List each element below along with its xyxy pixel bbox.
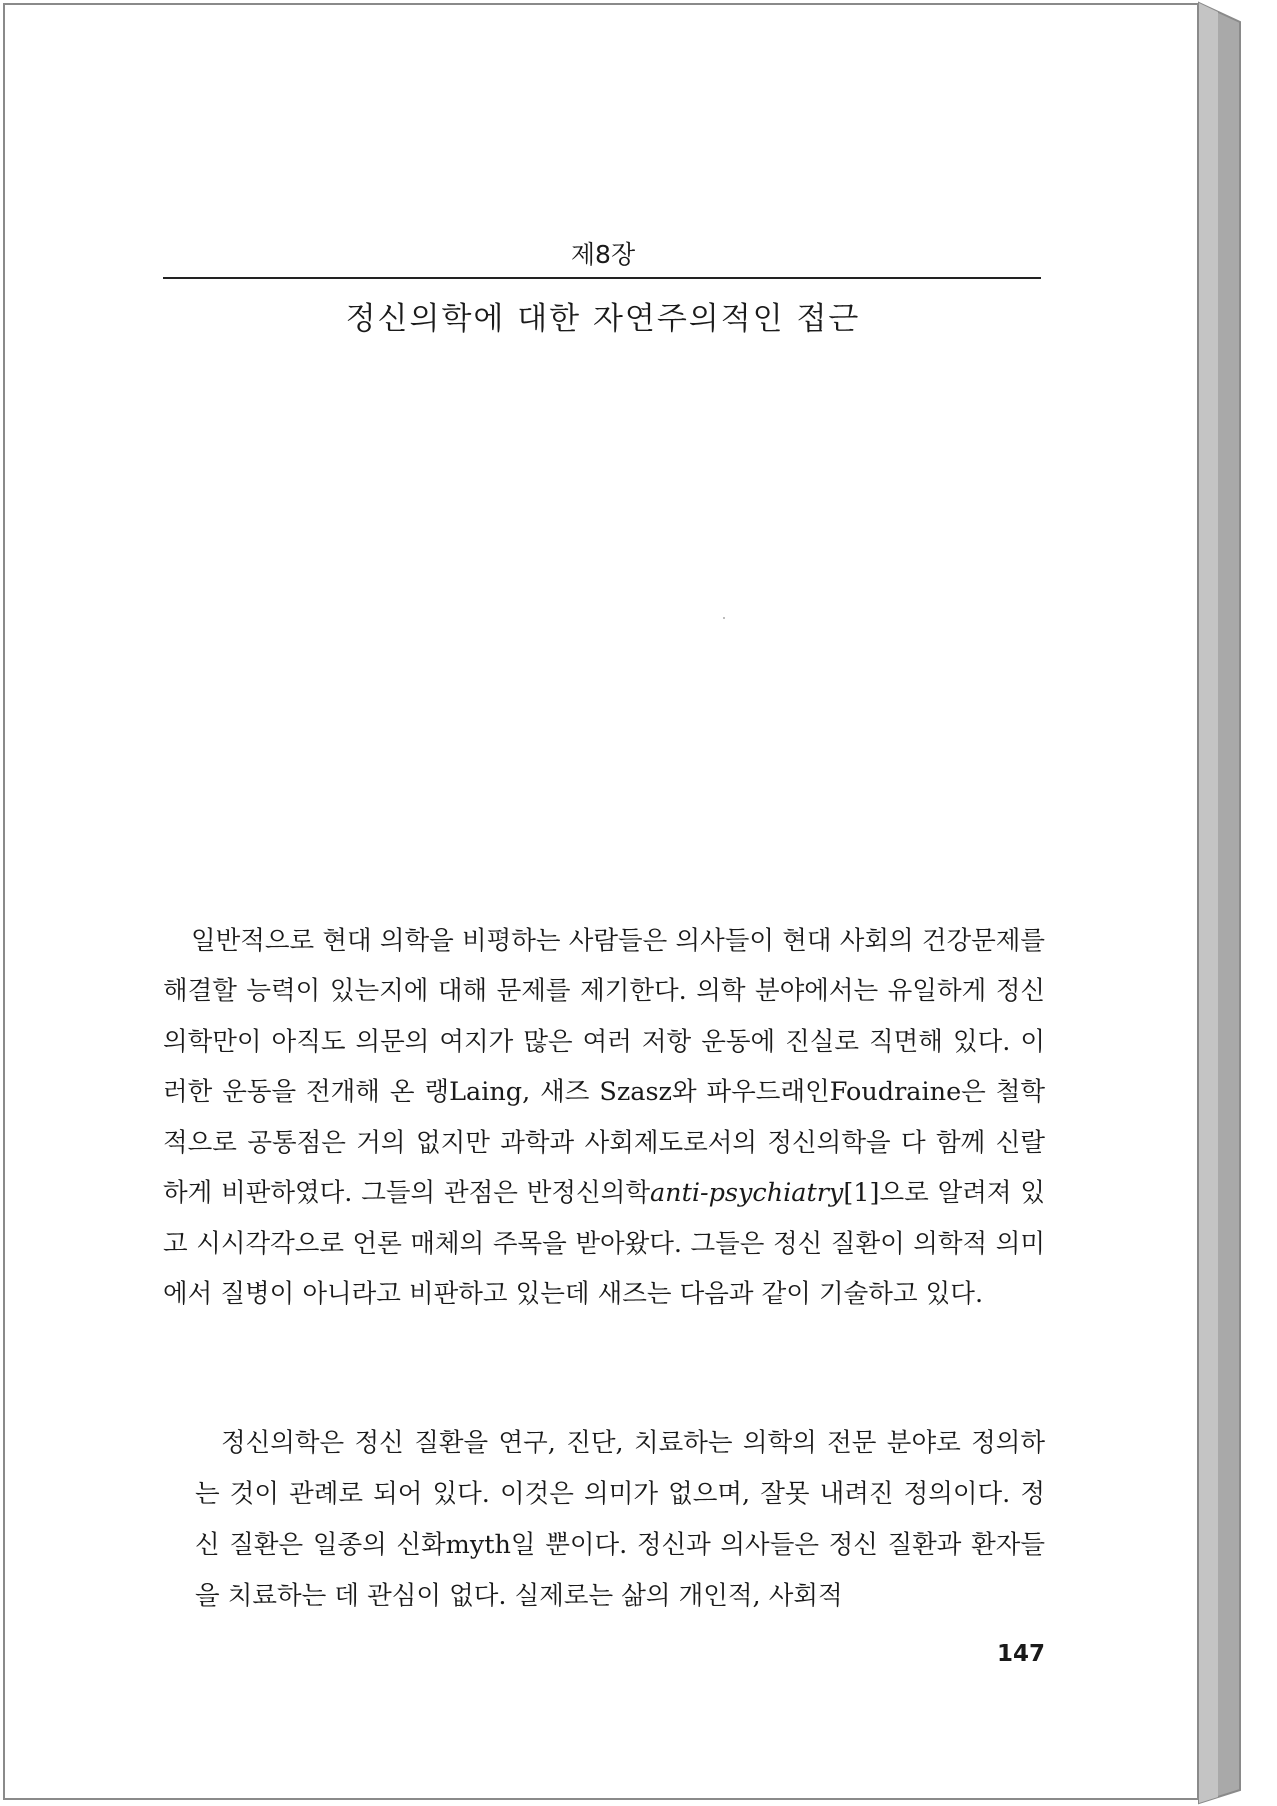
body-text-part1: 일반적으로 현대 의학을 비평하는 사람들은 의사들이 현대 사회의 건강문제를 해결할 능력이 있는지에 대해 문제를 제기한다. 의학 분야에서는 유일하게 정신의학만이 아직도 의문의 여지가 많은 여러 저항 운동에 진실로 직면해 있다. 이러한 운동을 전개해 온 랭Laing, 새즈 Szasz와 파우드래인Foudraine은 철학적으로 공통점은 거의 없지만 과학과 사회제도로서의 정신의학을 다 함께 신랄하게 비판하였다. 그들의 관점은 반정신의학 [163, 925, 1045, 1208]
chapter-divider [163, 277, 1041, 279]
body-text-part2: [1]으로 알려져 있고 시시각각으로 언론 매체의 주목을 받아왔다. 그들은 정신 질환이 의학적 의미에서 질병이 아니라고 비판하고 있는데 새즈는 다음과 같이 기술하고 있다. [163, 1178, 1045, 1309]
book-page [3, 3, 1199, 1800]
quote-paragraph: 정신의학은 정신 질환을 연구, 진단, 치료하는 의학의 전문 분야로 정의하는 것이 관례로 되어 있다. 이것은 의미가 없으며, 잘못 내려진 정의이다. 정신 질환은 일종의 신화myth일 뿐이다. 정신과 의사들은 정신 질환과 환자들을 치료하는 데 관심이 없다. 실제로는 삶의 개인적, 사회적 [195, 1427, 1045, 1611]
chapter-label: 제8장 [570, 240, 636, 269]
body-italic-term: anti-psychiatry [649, 1178, 844, 1208]
page-number: 147 [996, 1641, 1045, 1667]
chapter-title: 정신의학에 대한 자연주의적인 접근 [345, 301, 861, 337]
body-paragraph [163, 916, 1045, 1320]
scan-speck [723, 617, 725, 619]
